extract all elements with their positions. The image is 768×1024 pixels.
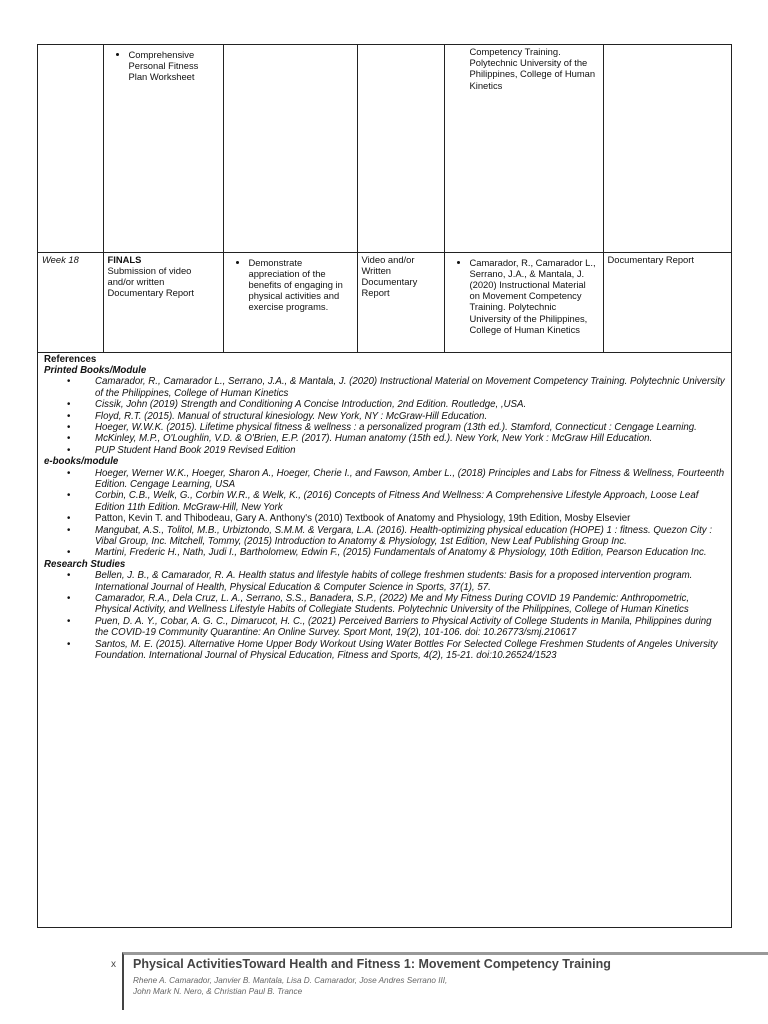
references-heading: References xyxy=(44,353,97,365)
research-heading: Research Studies xyxy=(44,558,126,570)
list-item: • McKinley, M.P., O'Loughlin, V.D. & O'Brien, E.P. (2017). Human anatomy (15th ed.). New York, New York : McGraw Hill Education. xyxy=(95,433,725,444)
table-cell xyxy=(103,252,223,352)
table-row xyxy=(38,45,731,252)
printed-books-list xyxy=(44,376,725,456)
table-cell xyxy=(603,252,731,352)
learning-outcome: • Demonstrate appreciation of the benefits of engaging in physical activities and exercise programs. xyxy=(249,257,353,313)
list-item: • Comprehensive Personal Fitness Plan Worksheet xyxy=(129,49,219,83)
table-cell xyxy=(603,45,731,252)
reference-continuation: Competency Training. Polytechnic University of the Philippines, College of Human Kinetics xyxy=(469,46,596,91)
list-item: • Hoeger, W.W.K. (2015). Lifetime physical fitness & wellness : a personalized program (13th ed.). Stamford, Connecticut : Cengage Learning. xyxy=(95,422,725,433)
table-cell xyxy=(357,45,444,252)
references-section xyxy=(38,353,731,662)
table-cell xyxy=(223,45,357,252)
research-list xyxy=(44,570,725,661)
footer-authors xyxy=(133,975,447,997)
finals-heading: FINALS xyxy=(107,253,142,265)
list-item: • Santos, M. E. (2015). Alternative Home Upper Body Workout Using Water Bottles For Selected College Freshmen Students of Angeles University Foundation. International Journal of Physical Education, Fitness and Sports, 4(2), 15-21. doi:10.26524/1523 xyxy=(95,639,725,662)
assessment-text: Documentary Report xyxy=(607,253,694,265)
reference-item: • Camarador, R., Camarador L., Serrano, J.A., & Mantala, J. (2020) Instructional Material on Movement Competency Training. Polytechnic University of the Philippines, College of Human Kinetics xyxy=(470,257,599,335)
list-item: • Mangubat, A.S., Tolitol, M.B., Urbiztondo, S.M.M. & Vergara, L.A. (2016). Health-optimizing physical education (HOPE) 1 : fitness. Quezon City : Vibal Group, Inc. Mitchell, Tommy, (2015) Introduction to Anatomy & Physiology, 1st Edition, New Leaf Publishing Group Inc. xyxy=(95,525,725,548)
ebooks-heading: e-books/module xyxy=(44,456,119,468)
page-number: x xyxy=(111,959,116,970)
list-item: • Puen, D. A. Y., Cobar, A. G. C., Dimarucot, H. C., (2021) Perceived Barriers to Physical Activity of College Students in Manila, Philippines during the COVID-19 Community Quarantine: An Online Survey. Sport Mont, 19(2), 101-106. doi: 10.26773/smj.210617 xyxy=(95,616,725,639)
list-item: • Camarador, R.A., Dela Cruz, L. A., Serrano, S.S., Banadera, S.P., (2022) Me and My Fitness During COVID 19 Pandemic: Anthropometric, Physical Activity, and Wellness Lifestyle Habits of Collegiate Students. Polytechnic University of the Philippines, College of Human Kinetics xyxy=(95,593,725,616)
list-item: • Camarador, R., Camarador L., Serrano, J.A., & Mantala, J. (2020) Instructional Material on Movement Competency Training. Polytechnic University of the Philippines, College of Human Kinetics xyxy=(95,376,725,399)
authors-line: John Mark N. Nero, & Christian Paul B. Trance xyxy=(133,987,303,996)
course-plan-table xyxy=(38,45,731,353)
document-page xyxy=(37,44,732,928)
list-item: • Bellen, J. B., & Camarador, R. A. Health status and lifestyle habits of college freshmen students: Basis for a proposed intervention program. International Journal of Health, Physical Education & Computer Science in Sports, 37(1), 57. xyxy=(95,570,725,593)
ebooks-list xyxy=(44,468,725,559)
list-item: • Patton, Kevin T. and Thibodeau, Gary A. Anthony's (2010) Textbook of Anatomy and Physiology, 19th Edition, Mosby Elsevier xyxy=(95,513,725,524)
table-cell xyxy=(223,252,357,352)
list-item: • Floyd, R.T. (2015). Manual of structural kinesiology. New York, NY : McGraw-Hill Education. xyxy=(95,411,725,422)
authors-line: Rhene A. Camarador, Janvier B. Mantala, Lisa D. Camarador, Jose Andres Serrano III, xyxy=(133,976,448,985)
activity-text: Video and/or Written Documentary Report xyxy=(361,253,418,299)
list-item: • Hoeger, Werner W.K., Hoeger, Sharon A., Hoeger, Cherie I., and Fawson, Amber L., (2018) Principles and Labs for Fitness & Wellness, Fourteenth Edition. Cengage Learning, USA xyxy=(95,468,725,491)
table-cell xyxy=(357,252,444,352)
footer-title: Physical ActivitiesToward Health and Fitness 1: Movement Competency Training xyxy=(133,957,611,971)
page-footer xyxy=(111,952,768,1010)
finals-detail: Submission of video and/or written Documentary Report xyxy=(107,264,194,299)
printed-books-heading: Printed Books/Module xyxy=(44,364,147,376)
table-row xyxy=(38,252,731,352)
table-cell xyxy=(103,45,223,252)
table-cell xyxy=(444,45,603,252)
list-item: • Cissik, John (2019) Strength and Conditioning A Concise Introduction, 2nd Edition. Routledge, ,USA. xyxy=(95,399,725,410)
list-item: • Corbin, C.B., Welk, G., Corbin W.R., & Welk, K., (2016) Concepts of Fitness And Wellness: A Comprehensive Lifestyle Approach, Loose Leaf Edition 11th Edition. McGraw-Hill, New York xyxy=(95,490,725,513)
table-cell xyxy=(444,252,603,352)
table-cell xyxy=(38,45,103,252)
table-cell xyxy=(38,252,103,352)
list-item: • Martini, Frederic H., Nath, Judi I., Bartholomew, Edwin F., (2015) Fundamentals of Anatomy & Physiology, 10th Edition, Pearson Education Inc. xyxy=(95,547,725,558)
week-label: Week 18 xyxy=(42,253,79,265)
list-item: • PUP Student Hand Book 2019 Revised Edition xyxy=(95,445,725,456)
